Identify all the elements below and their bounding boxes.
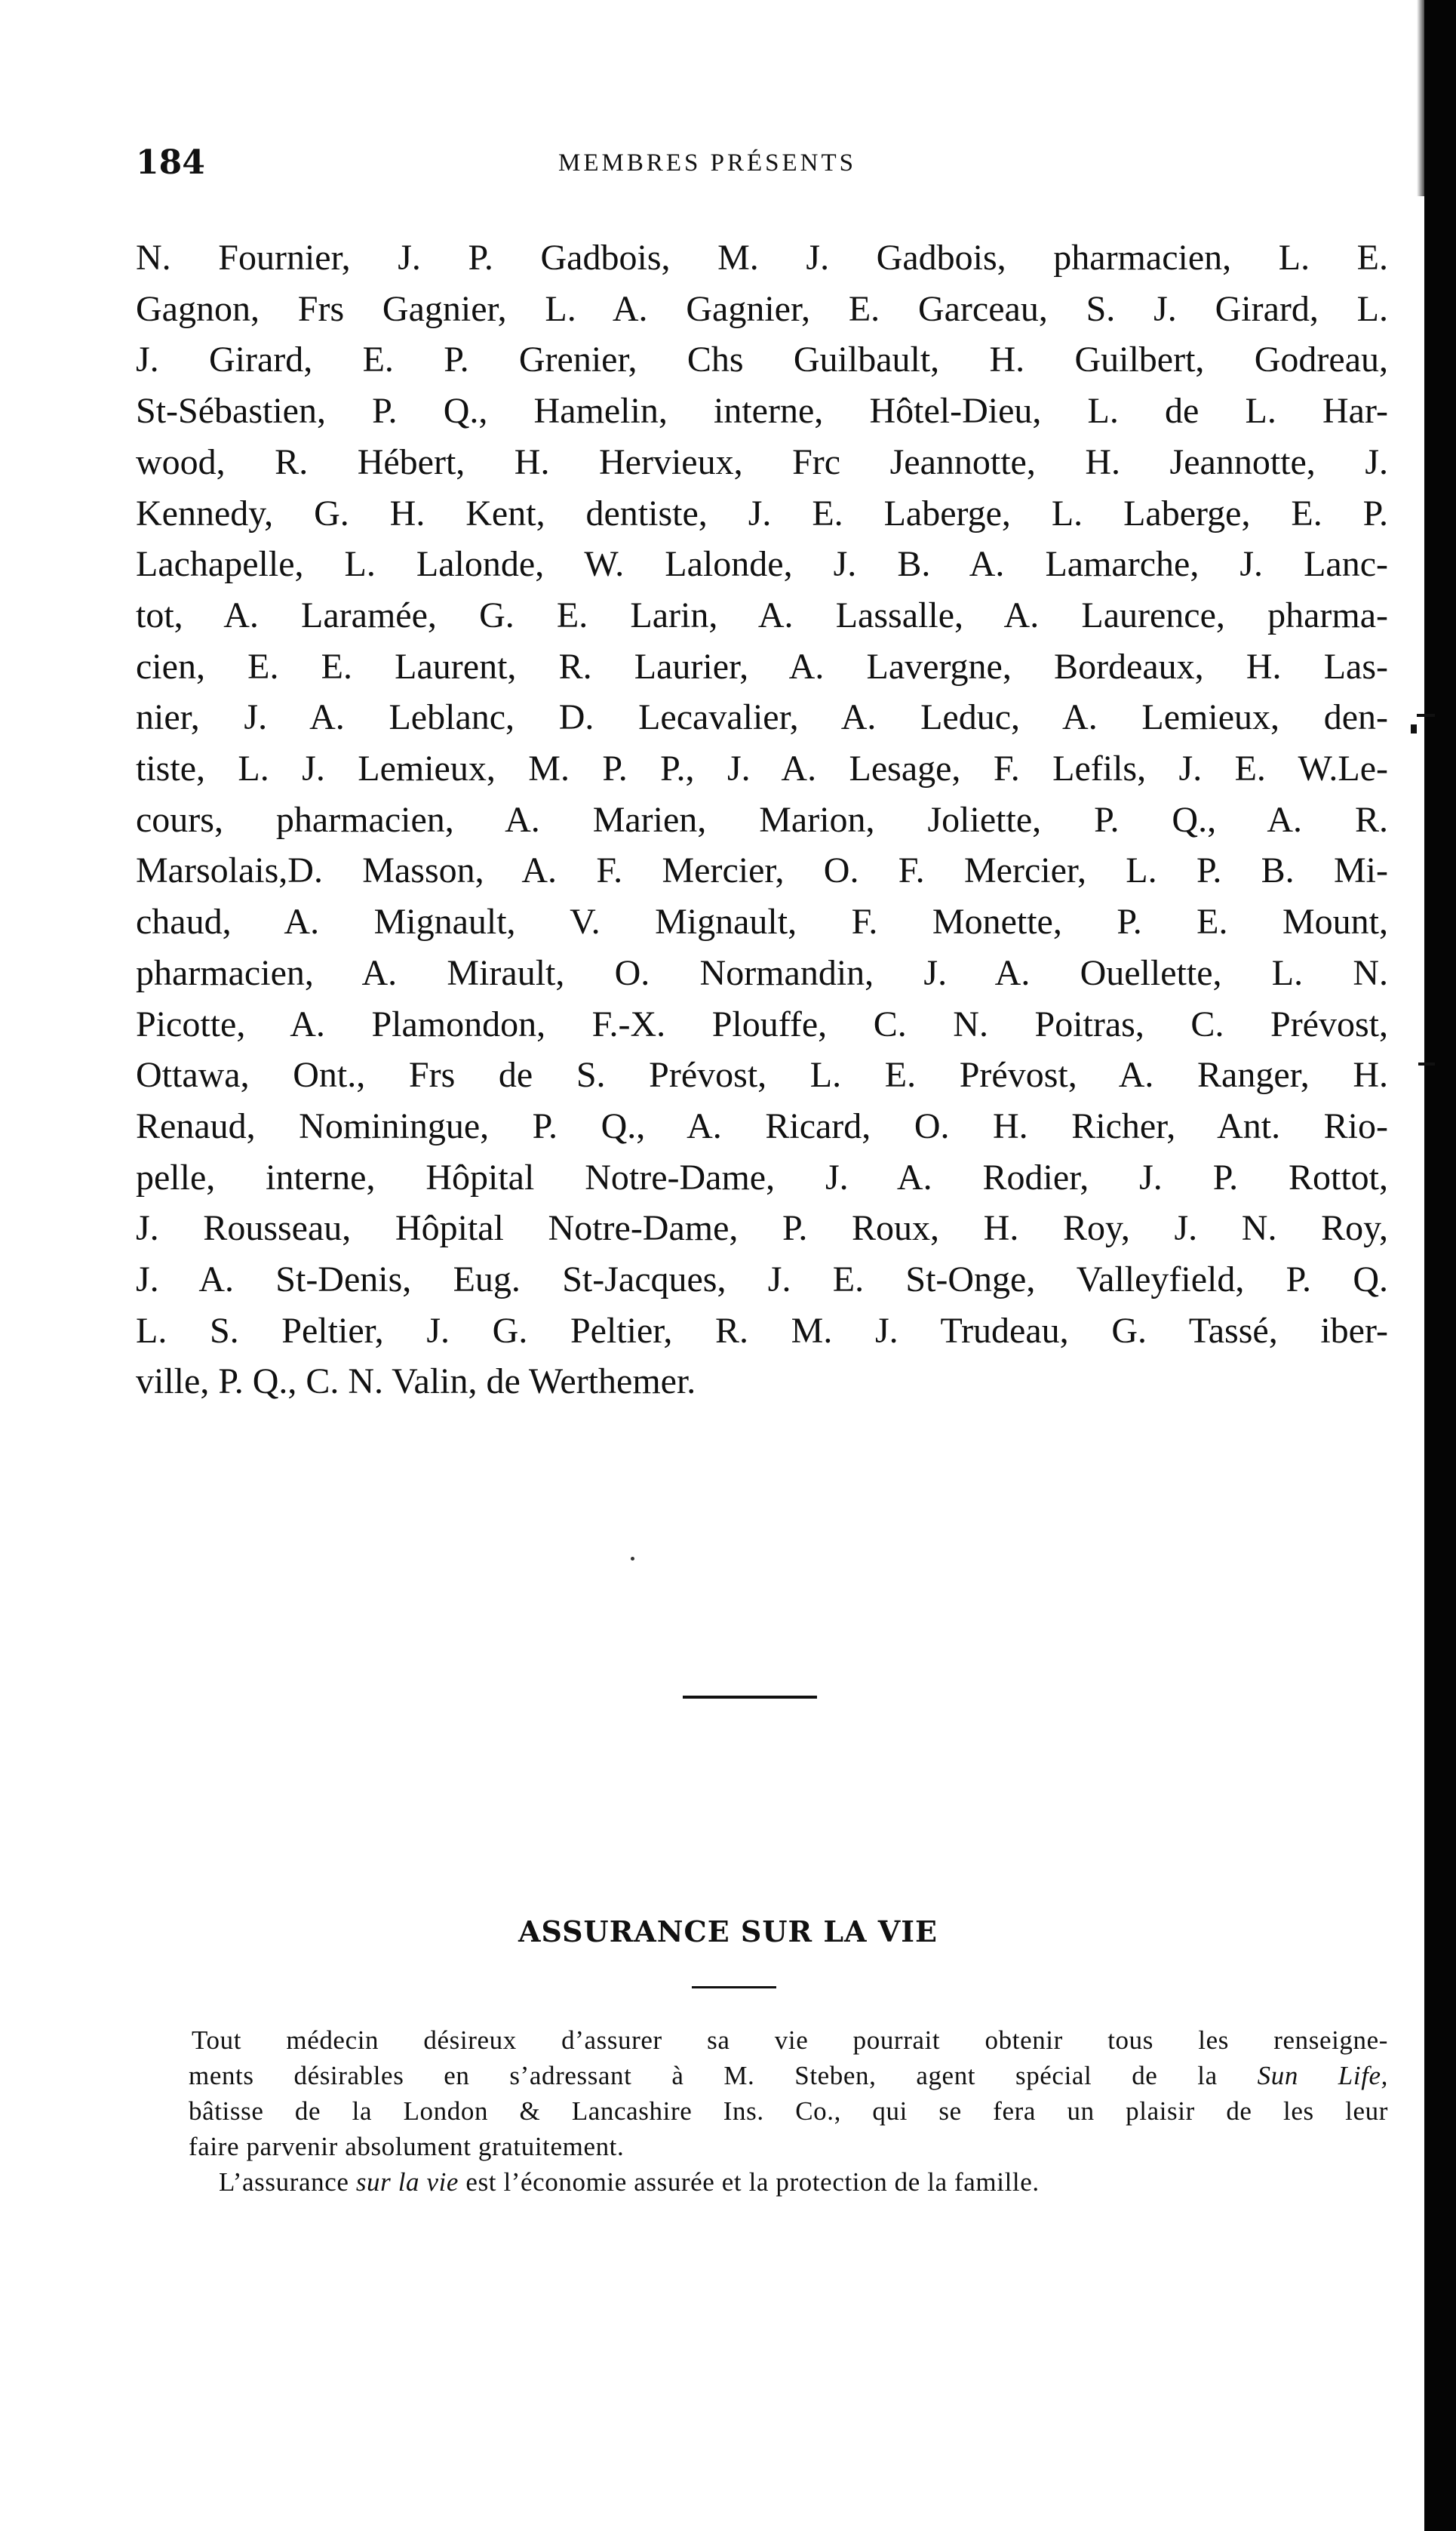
members-line: pharmacien, A. Mirault, O. Normandin, J. A. Ouellette, L. N.: [136, 952, 1388, 993]
edge-mark: [1417, 714, 1435, 717]
members-line: nier, J. A. Leblanc, D. Lecavalier, A. Leduc, A. Lemieux, den-: [136, 697, 1388, 738]
section-divider: [683, 1696, 817, 1699]
edge-mark: [1411, 724, 1417, 733]
members-line: Renaud, Nominingue, P. Q., A. Ricard, O. H. Richer, Ant. Rio-: [136, 1106, 1388, 1146]
page-number: 184: [136, 143, 205, 182]
members-line: Kennedy, G. H. Kent, dentiste, J. E. Laberge, L. Laberge, E. P.: [136, 493, 1388, 534]
members-line: J. A. St-Denis, Eug. St-Jacques, J. E. St-Onge, Valleyfield, P. Q.: [136, 1259, 1388, 1300]
insurance-paragraph: [189, 2164, 1388, 2200]
insurance-notice: [189, 2022, 1388, 2200]
members-line: J. Rousseau, Hôpital Notre-Dame, P. Roux, H. Roy, J. N. Roy,: [136, 1208, 1388, 1249]
members-line: cours, pharmacien, A. Marien, Marion, Joliette, P. Q., A. R.: [136, 799, 1388, 840]
page-header: [136, 143, 1373, 196]
binding-edge: [1424, 0, 1456, 2531]
members-line: tot, A. Laramée, G. E. Larin, A. Lassalle, A. Laurence, pharma-: [136, 595, 1388, 635]
insurance-text: L’assurance: [219, 2167, 356, 2197]
members-line: Marsolais,D. Masson, A. F. Mercier, O. F. Mercier, L. P. B. Mi-: [136, 850, 1388, 891]
title-underline: [692, 1986, 776, 1988]
insurance-line: [189, 2058, 1388, 2093]
emphasis-text: sur la vie: [355, 2167, 459, 2197]
members-line: pelle, interne, Hôpital Notre-Dame, J. A. Rodier, J. P. Rottot,: [136, 1157, 1388, 1198]
members-line: N. Fournier, J. P. Gadbois, M. J. Gadbois, pharmacien, L. E.: [136, 238, 1388, 278]
insurance-paragraph: [189, 2022, 1388, 2164]
members-line: Ottawa, Ont., Frs de S. Prévost, L. E. Prévost, A. Ranger, H.: [136, 1055, 1388, 1096]
insurance-line: Tout médecin désireux d’assurer sa vie pourrait obtenir tous les renseigne-: [192, 2025, 1388, 2055]
insurance-line: [189, 2164, 1388, 2200]
members-line: St-Sébastien, P. Q., Hamelin, interne, Hôtel-Dieu, L. de L. Har-: [136, 391, 1388, 432]
members-line: wood, R. Hébert, H. Hervieux, Frc Jeannotte, H. Jeannotte, J.: [136, 441, 1388, 482]
insurance-text: est l’économie assurée et la protection de la famille.: [459, 2167, 1040, 2197]
members-line: J. Girard, E. P. Grenier, Chs Guilbault, H. Guilbert, Godreau,: [136, 340, 1388, 380]
insurance-text: ments désirables en s’adressant à M. Steben, agent spécial de la: [189, 2061, 1258, 2090]
section-title: ASSURANCE SUR LA VIE: [518, 1914, 938, 1948]
members-line: cien, E. E. Laurent, R. Laurier, A. Lavergne, Bordeaux, H. Las-: [136, 646, 1388, 687]
members-line: Gagnon, Frs Gagnier, L. A. Gagnier, E. Garceau, S. J. Girard, L.: [136, 288, 1388, 329]
members-line: tiste, L. J. Lemieux, M. P. P., J. A. Lesage, F. Lefils, J. E. W.Le-: [136, 749, 1388, 789]
members-line: ville, P. Q., C. N. Valin, de Werthemer.: [136, 1361, 696, 1402]
ink-speck: [631, 1557, 634, 1561]
edge-mark: [1418, 1063, 1435, 1066]
members-list: [136, 232, 1388, 1407]
sun-life-name: Sun Life,: [1257, 2061, 1388, 2090]
insurance-line: bâtisse de la London & Lancashire Ins. Co., qui se fera un plaisir de les leur: [189, 2096, 1388, 2126]
members-line: chaud, A. Mignault, V. Mignault, F. Monette, P. E. Mount,: [136, 902, 1388, 943]
insurance-line: faire parvenir absolument gratuitement.: [189, 2132, 625, 2161]
members-line: Picotte, A. Plamondon, F.-X. Plouffe, C. N. Poitras, C. Prévost,: [136, 1004, 1388, 1044]
members-line: Lachapelle, L. Lalonde, W. Lalonde, J. B. A. Lamarche, J. Lanc-: [136, 544, 1388, 585]
running-head: MEMBRES PRÉSENTS: [558, 149, 856, 177]
members-line: L. S. Peltier, J. G. Peltier, R. M. J. Trudeau, G. Tassé, iber-: [136, 1310, 1388, 1351]
